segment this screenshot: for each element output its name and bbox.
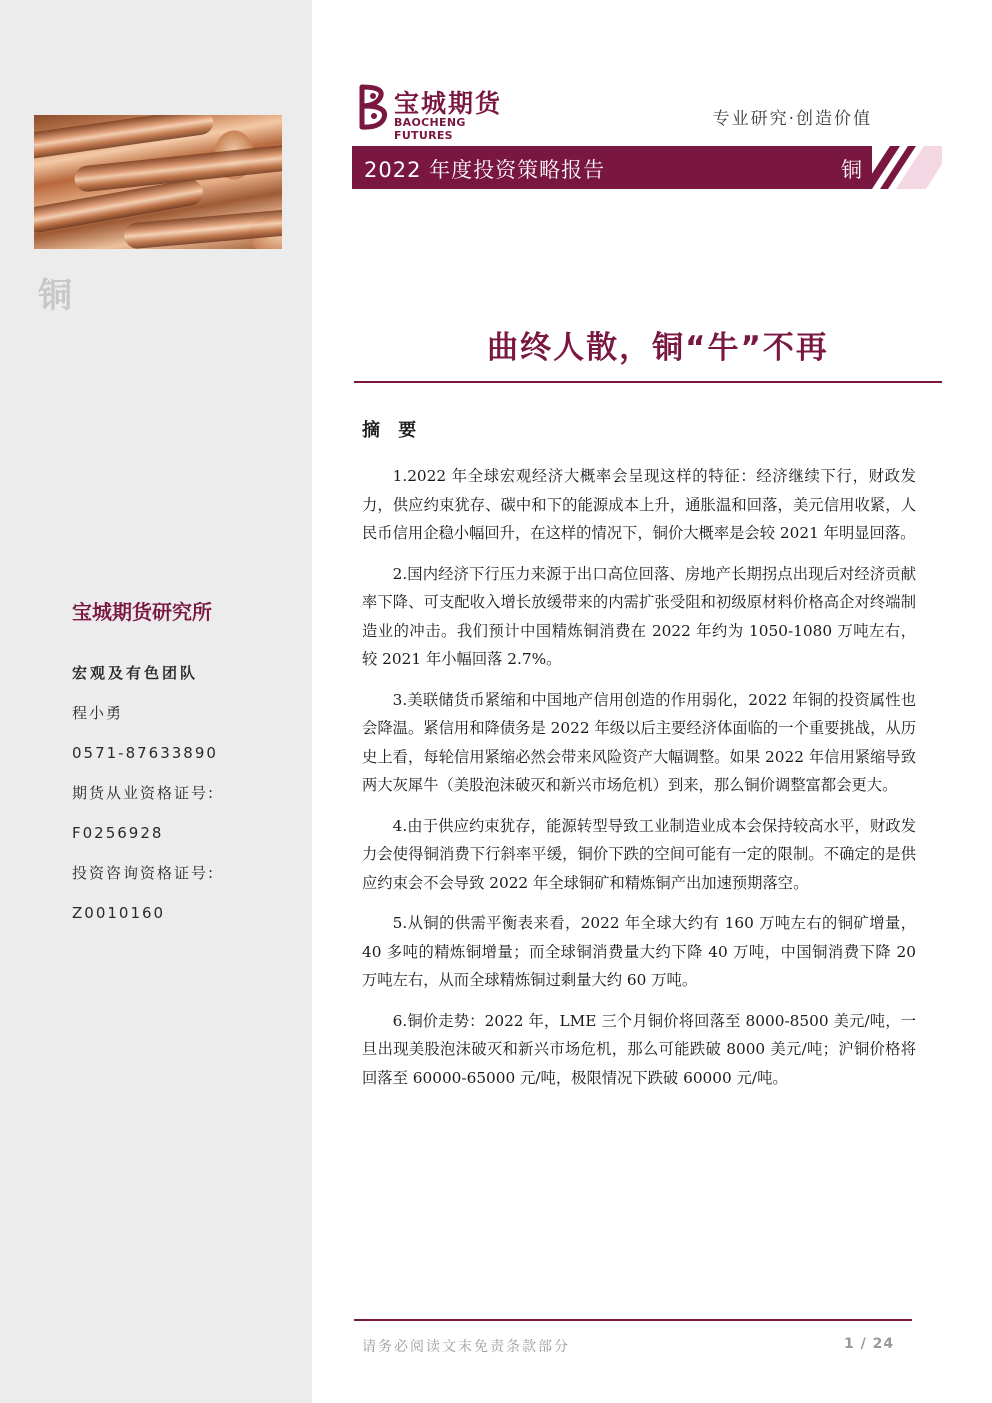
footer-divider: [354, 1319, 912, 1321]
futures-cert-number: F0256928: [72, 824, 164, 842]
commodity-label: 铜: [38, 276, 74, 316]
report-commodity: 铜: [841, 158, 862, 182]
abstract-paragraph: 3.美联储货币紧缩和中国地产信用创造的作用弱化，2022 年铜的投资属性也会降温。紧信用和降债务是 2022 年级以后主要经济体面临的一个重要挑战，从历史上看，每轮信用紧缩必然会带来风险资产大幅调整。如果 2022 年信用紧缩导致两大灰犀牛（美股泡沫破灭和新兴市场危机）到来，那么铜价调整富都会更大。: [362, 690, 916, 794]
report-title: 曲终人散，铜“牛”不再: [487, 330, 829, 366]
report-banner: [352, 146, 872, 189]
report-type: 2022 年度投资策略报告: [364, 158, 606, 182]
footer-disclaimer: 请务必阅读文末免责条款部分: [362, 1339, 570, 1355]
left-sidebar: [0, 0, 312, 1403]
abstract-heading: 摘 要: [362, 420, 423, 441]
research-org: 宝城期货研究所: [72, 600, 212, 624]
logo-mark-icon: [356, 84, 392, 130]
title-divider: [354, 381, 942, 383]
abstract-paragraph: 1.2022 年全球宏观经济大概率会呈现这样的特征：经济继续下行，财政发力，供应约束犹存、碳中和下的能源成本上升，通胀温和回落，美元信用收紧，人民币信用企稳小幅回升，在这样的情况下，铜价大概率是会较 2021 年明显回落。: [362, 467, 916, 542]
copper-pipes-image: [34, 115, 282, 249]
banner-stripes-decoration: [862, 146, 942, 189]
invest-cert-label: 投资咨询资格证号:: [72, 864, 216, 882]
abstract-paragraph: 2.国内经济下行压力来源于出口高位回落、房地产长期拐点出现后对经济贡献率下降、可支配收入增长放缓带来的内需扩张受阻和初级原材料价格高企对终端制造业的冲击。我们预计中国精炼铜消费在 2022 年约为 1050-1080 万吨左右，较 2021 年小幅回落 2.7%。: [362, 564, 916, 668]
logo-english-name: BAOCHENG FUTURES: [394, 116, 466, 142]
futures-cert-label: 期货从业资格证号:: [72, 784, 216, 802]
slogan: 专业研究·创造价值: [712, 109, 872, 129]
author-info: [72, 662, 218, 942]
abstract-paragraph: 6.铜价走势：2022 年，LME 三个月铜价将回落至 8000-8500 美元/吨，一旦出现美股泡沫破灭和新兴市场危机，那么可能跌破 8000 美元/吨；沪铜价格将回落至 60000-65000 元/吨，极限情况下跌破 60000 元/吨。: [362, 1011, 916, 1087]
team-name: 宏观及有色团队: [72, 664, 199, 682]
author-phone: 0571-87633890: [72, 744, 218, 762]
page-number: 1 / 24: [844, 1336, 895, 1352]
invest-cert-number: Z0010160: [72, 904, 166, 922]
company-logo: [356, 84, 526, 142]
abstract-body: [362, 462, 916, 1104]
abstract-paragraph: 4.由于供应约束犹存，能源转型导致工业制造业成本会保持较高水平，财政发力会使得铜消费下行斜率平缓，铜价下跌的空间可能有一定的限制。不确定的是供应约束会不会导致 2022 年全球铜矿和精炼铜产出加速预期落空。: [362, 816, 916, 892]
logo-chinese-name: 宝城期货: [394, 89, 503, 118]
author-name: 程小勇: [72, 704, 124, 722]
abstract-paragraph: 5.从铜的供需平衡表来看，2022 年全球大约有 160 万吨左右的铜矿增量，40 多吨的精炼铜增量；而全球铜消费量大约下降 40 万吨，中国铜消费下降 20 万吨左右，从而全球精炼铜过剩量大约 60 万吨。: [362, 914, 916, 989]
